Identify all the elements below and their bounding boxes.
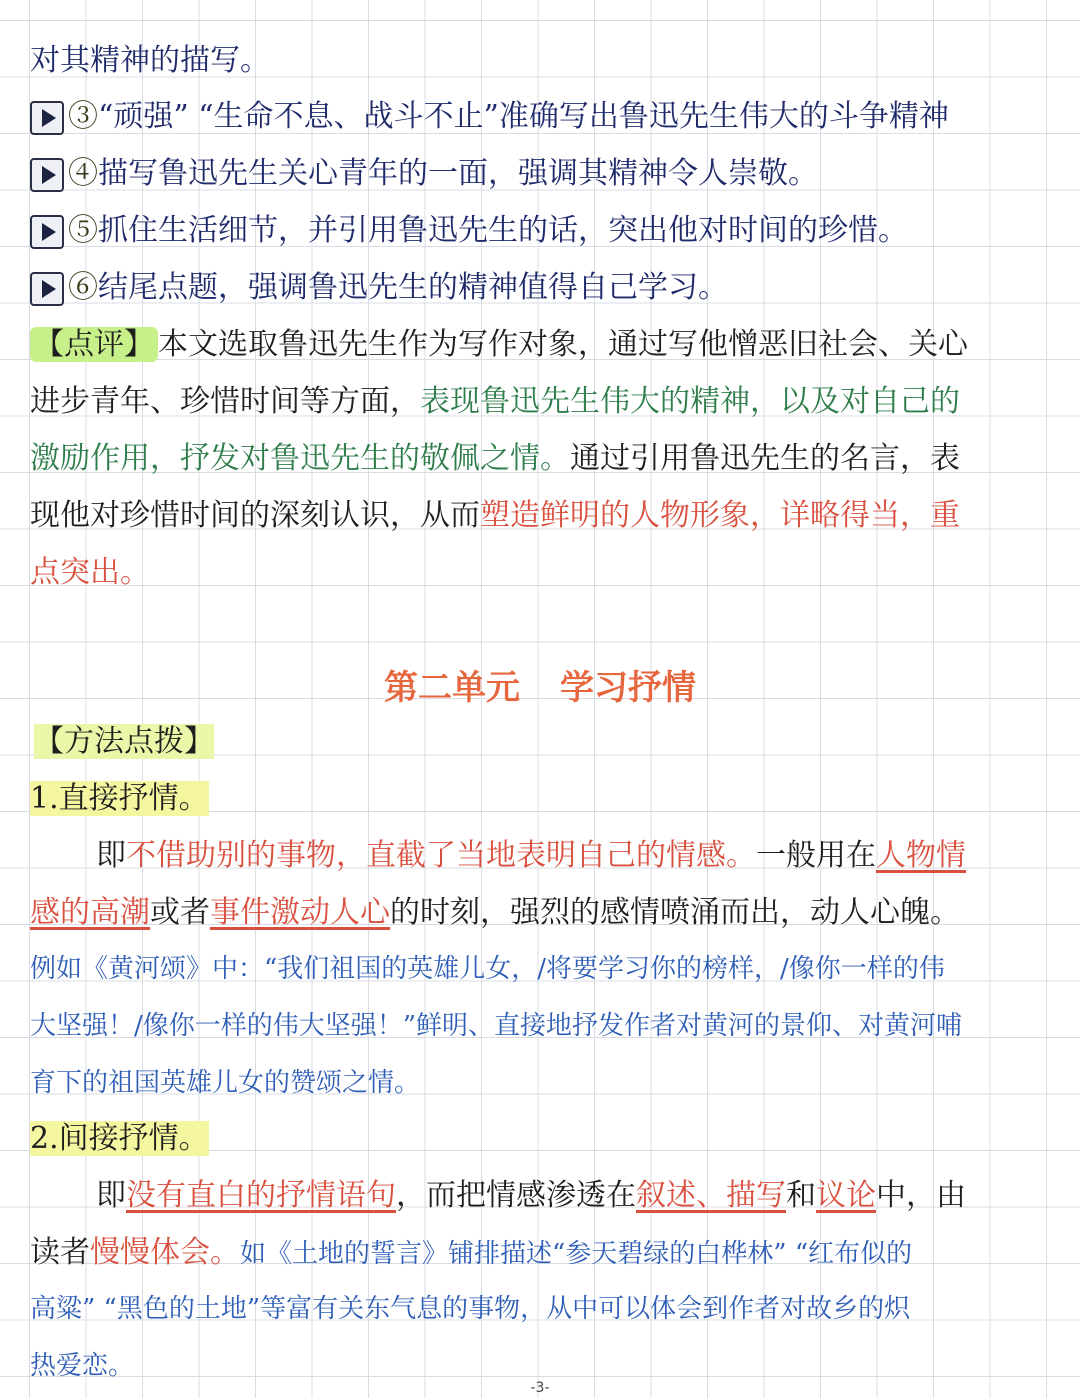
list-item (30, 157, 1050, 192)
play-icon (30, 101, 64, 135)
review-text: 进步青年、珍惜时间等方面， (30, 384, 420, 419)
item-number: ③ (68, 99, 98, 134)
play-icon (30, 215, 64, 249)
heading-direct: 1.直接抒情。 (30, 781, 209, 816)
review-line (30, 442, 1050, 477)
unit-topic: 学习抒情 (560, 668, 696, 708)
text-line: 对其精神的描写。 (30, 43, 270, 78)
example-line: 热爱恋。 (30, 1351, 135, 1381)
review-highlight: 激励作用，抒发对鲁迅先生的敬佩之情。 (30, 441, 570, 476)
review-line: 点突出。 (30, 555, 150, 590)
review-line (30, 385, 1050, 420)
direct-desc-line: 即不借助别的事物，直截了当地表明自己的情感。一般用在人物情 (96, 838, 966, 873)
play-icon (30, 158, 64, 192)
review-line (30, 499, 1050, 534)
example-line: 大坚强！/像你一样的伟大坚强！”鲜明、直接地抒发作者对黄河的景仰、对黄河哺 (30, 1011, 963, 1041)
list-item (30, 214, 1050, 249)
item-text: 描写鲁迅先生关心青年的一面，强调其精神令人崇敬。 (98, 156, 818, 191)
unit-label: 第二单元 (384, 668, 520, 708)
review-highlight: 塑造鲜明的人物形象，详略得当，重 (480, 498, 960, 533)
list-item (30, 100, 1050, 135)
example-line: 例如《黄河颂》中：“我们祖国的英雄儿女，/将要学习你的榜样，/像你一样的伟 (30, 954, 945, 984)
direct-desc-line: 感的高潮或者事件激动人心的时刻，强烈的感情喷涌而出，动人心魄。 (30, 895, 960, 930)
section-title (0, 660, 1080, 709)
method-tag: 【方法点拨】 (34, 724, 214, 759)
heading-indirect: 2.间接抒情。 (30, 1121, 209, 1156)
play-icon (30, 272, 64, 306)
review-tag: 【点评】 (30, 327, 158, 362)
review-text: 现他对珍惜时间的深刻认识，从而 (30, 498, 480, 533)
list-item (30, 271, 1050, 306)
review-highlight: 表现鲁迅先生伟大的精神，以及对自己的 (420, 384, 960, 419)
item-text: “顽强” “生命不息、战斗不止”准确写出鲁迅先生伟大的斗争精神 (98, 99, 949, 134)
indirect-desc-line: 读者慢慢体会。如《土地的誓言》铺排描述“参天碧绿的白桦林” “红布似的 (30, 1235, 913, 1270)
item-number: ④ (68, 156, 98, 191)
example-line: 育下的祖国英雄儿女的赞颂之情。 (30, 1068, 421, 1098)
review-text: 通过引用鲁迅先生的名言，表 (570, 441, 960, 476)
example-line: 高粱” “黑色的土地”等富有关东气息的事物，从中可以体会到作者对故乡的炽 (30, 1294, 911, 1324)
review-text: 本文选取鲁迅先生作为写作对象，通过写他憎恶旧社会、关心 (158, 327, 968, 362)
item-text: 抓住生活细节，并引用鲁迅先生的话，突出他对时间的珍惜。 (98, 213, 908, 248)
page-number: -3- (530, 1380, 550, 1396)
review-line (30, 328, 1050, 363)
item-text: 结尾点题，强调鲁迅先生的精神值得自己学习。 (98, 270, 728, 305)
item-number: ⑤ (68, 213, 98, 248)
indirect-desc-line: 即没有直白的抒情语句，而把情感渗透在叙述、描写和议论中，由 (96, 1178, 966, 1213)
item-number: ⑥ (68, 270, 98, 305)
